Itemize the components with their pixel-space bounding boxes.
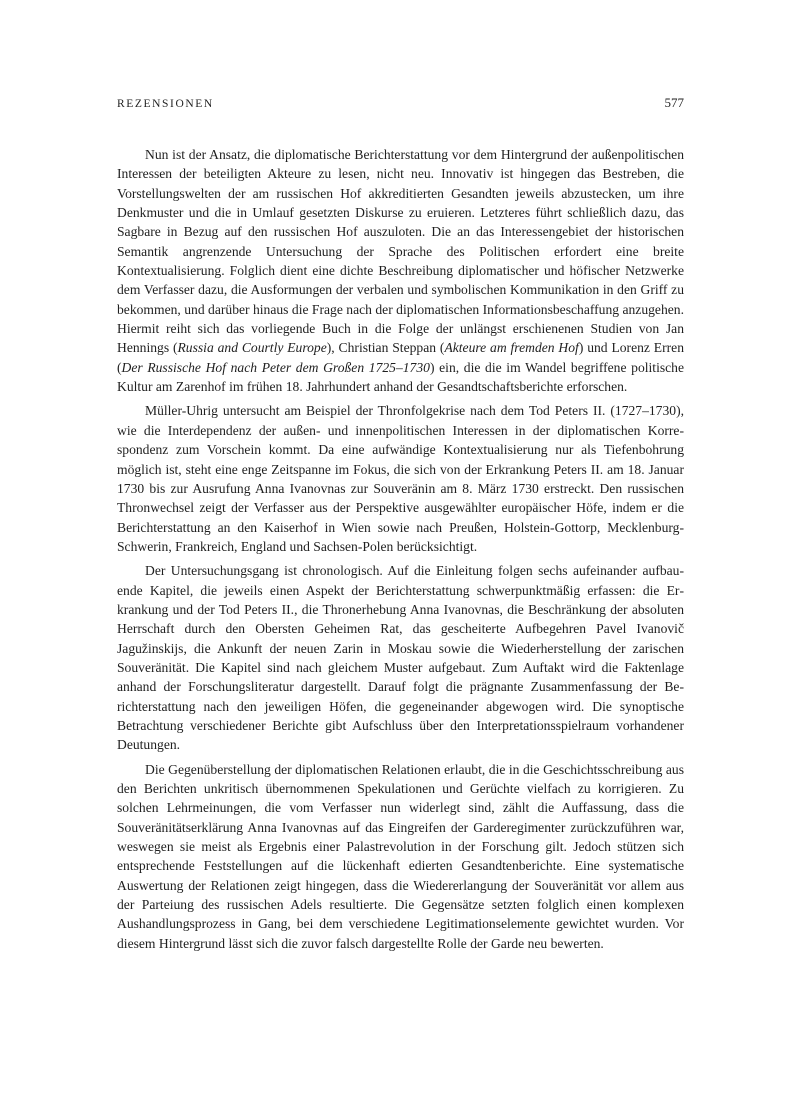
running-header [117,95,684,113]
book-title: Akteure am fremden Hof [444,340,579,356]
book-title: Russia and Courtly Europe [177,340,327,356]
text-run: ), Christian Steppan ( [326,340,445,356]
text-run: ) ein, die die im Wandel begriffene politische Kultur am Zarenhof im frühen 18. Jahrhundert anhand der Gesandtschaftsberichte erforschen. [117,359,685,395]
text-run: Der Untersuchungsgang ist chronologisch. Auf die Einleitung folgen sechs aufeinander aufbauende Kapitel, die jeweils einen Aspekt der Berichterstattung schwerpunktmäßig erfassen: die Erkrankung und der Tod Peters II., die Thronerhebung Anna Ivanovnas, die Beschränkung der absoluten Herrschaft durch den Obersten Geheimen Rat, das gescheiterte Aufbegehren Pavel Ivanovič Jagužinskijs, die Ankunft der neuen Zarin in Moskau sowie die Wiederherstellung der zarischen Souveränität. Die Kapitel sind nach gleichem Muster aufgebaut. Zum Auftakt wird die Faktenlage anhand der Forschungsliteratur dargestellt. Darauf folgt die prägnante Zusammenfassung der Berichterstattung nach den jeweiligen Höfen, die gegeneinander abgewogen wird. Die synoptische Betrachtung verschiedener Berichte gibt Aufschluss über den Interpretationsspielraum vorhandener Deutungen. [117,563,684,753]
text-run: ) und Lorenz Erren ( [117,340,684,375]
text-run: Die Gegenüberstellung der diplomatischen Relationen erlaubt, die in die Geschichtsschreibung aus den Berichten unkritisch übernommenen Spekulationen und Gerüchte vielfach zu korrigieren. Zu solchen Lehrmeinungen, die vom Verfasser nun widerlegt sind, zählt die Auffassung, dass die Souveränitätserklärung Anna Ivanovnas auf das Eingreifen der Garderegimenter zurückzuführen war, weswegen sie meist als Ergebnis einer Palastrevolution in der Forschung gilt. Jedoch stützen sich entsprechende Feststellungen auf die lückenhaft edierten Gesandtenberichte. Eine systematische Auswertung der Relationen zeigt hingegen, dass die Wiedererlangung der Souveränität vor allem aus der Parteiung des russischen Adels resultierte. Die Gegensätze setzten folglich einen komplexen Aushandlungsprozess in Gang, bei dem verschiedene Legitimationselemente gewichtet wurden. Vor diesem Hintergrund lässt sich die zuvor falsch dargestellte Rolle der Garde neu bewerten. [117,761,684,951]
book-title: Der Russische Hof nach Peter dem Großen 1725–1730 [121,359,430,375]
page-number: 577 [664,95,684,110]
paragraph [117,760,684,953]
paragraph [117,561,684,754]
paragraph [117,401,684,556]
text-run: Müller-Uhrig untersucht am Beispiel der Thronfolgekrise nach dem Tod Peters II. (1727–1730), wie die Interdependenz der außen- und innenpolitischen Interessen in der diplomatischen Korrespondenz zum Vorschein kommt. Da eine aufwändige Kontextualisierung nur als Tiefenbohrung möglich ist, steht eine enge Zeitspanne im Fokus, die sich von der Erkrankung Peters II. am 18. Januar 1730 bis zur Ausrufung Anna Ivanovnas zur Souveränin am 8. März 1730 erstreckt. Den russischen Thronwechsel zeigt der Verfasser aus der Perspektive ausgewählter europäischer Höfe, indem er die Berichterstattung an den Kaiserhof in Wien sowie nach Preußen, Holstein-Gottorp, Mecklenburg-Schwerin, Frankreich, England und Sachsen-Polen berücksichtigt. [117,403,684,554]
paragraph [117,145,684,396]
body-text [117,145,684,953]
text-run: Nun ist der Ansatz, die diplomatische Berichterstattung vor dem Hintergrund der außenpolitischen Interessen der beteiligten Akteure zu lesen, nicht neu. Innovativ ist hingegen das Bestreben, die Vorstellungswelten der am russischen Hof akkreditierten Gesandten jeweils abzustecken, um ihre Denkmuster und die in Umlauf gesetzten Diskurse zu eruieren. Letzteres führt schließlich dazu, das Sagbare in Bezug auf den russischen Hof auszuloten. Die an das Interessengebiet der historischen Semantik angrenzende Untersuchung der Sprache des Politischen erfordert eine breite Kontextualisierung. Folglich dient eine dichte Beschreibung diplomatischer und höfischer Netzwerke dem Verfasser dazu, die Ausformungen der verbalen und symbolischen Kommunikation in den Griff zu bekommen, und darüber hinaus die Frage nach der diplomatischen Informationsbeschaffung anzugehen. Hiermit reiht sich das vorliegende Buch in die Folge der unlängst erschienenen Studien von Jan Hennings ( [117,147,684,356]
section-title: REZENSIONEN [117,98,214,110]
